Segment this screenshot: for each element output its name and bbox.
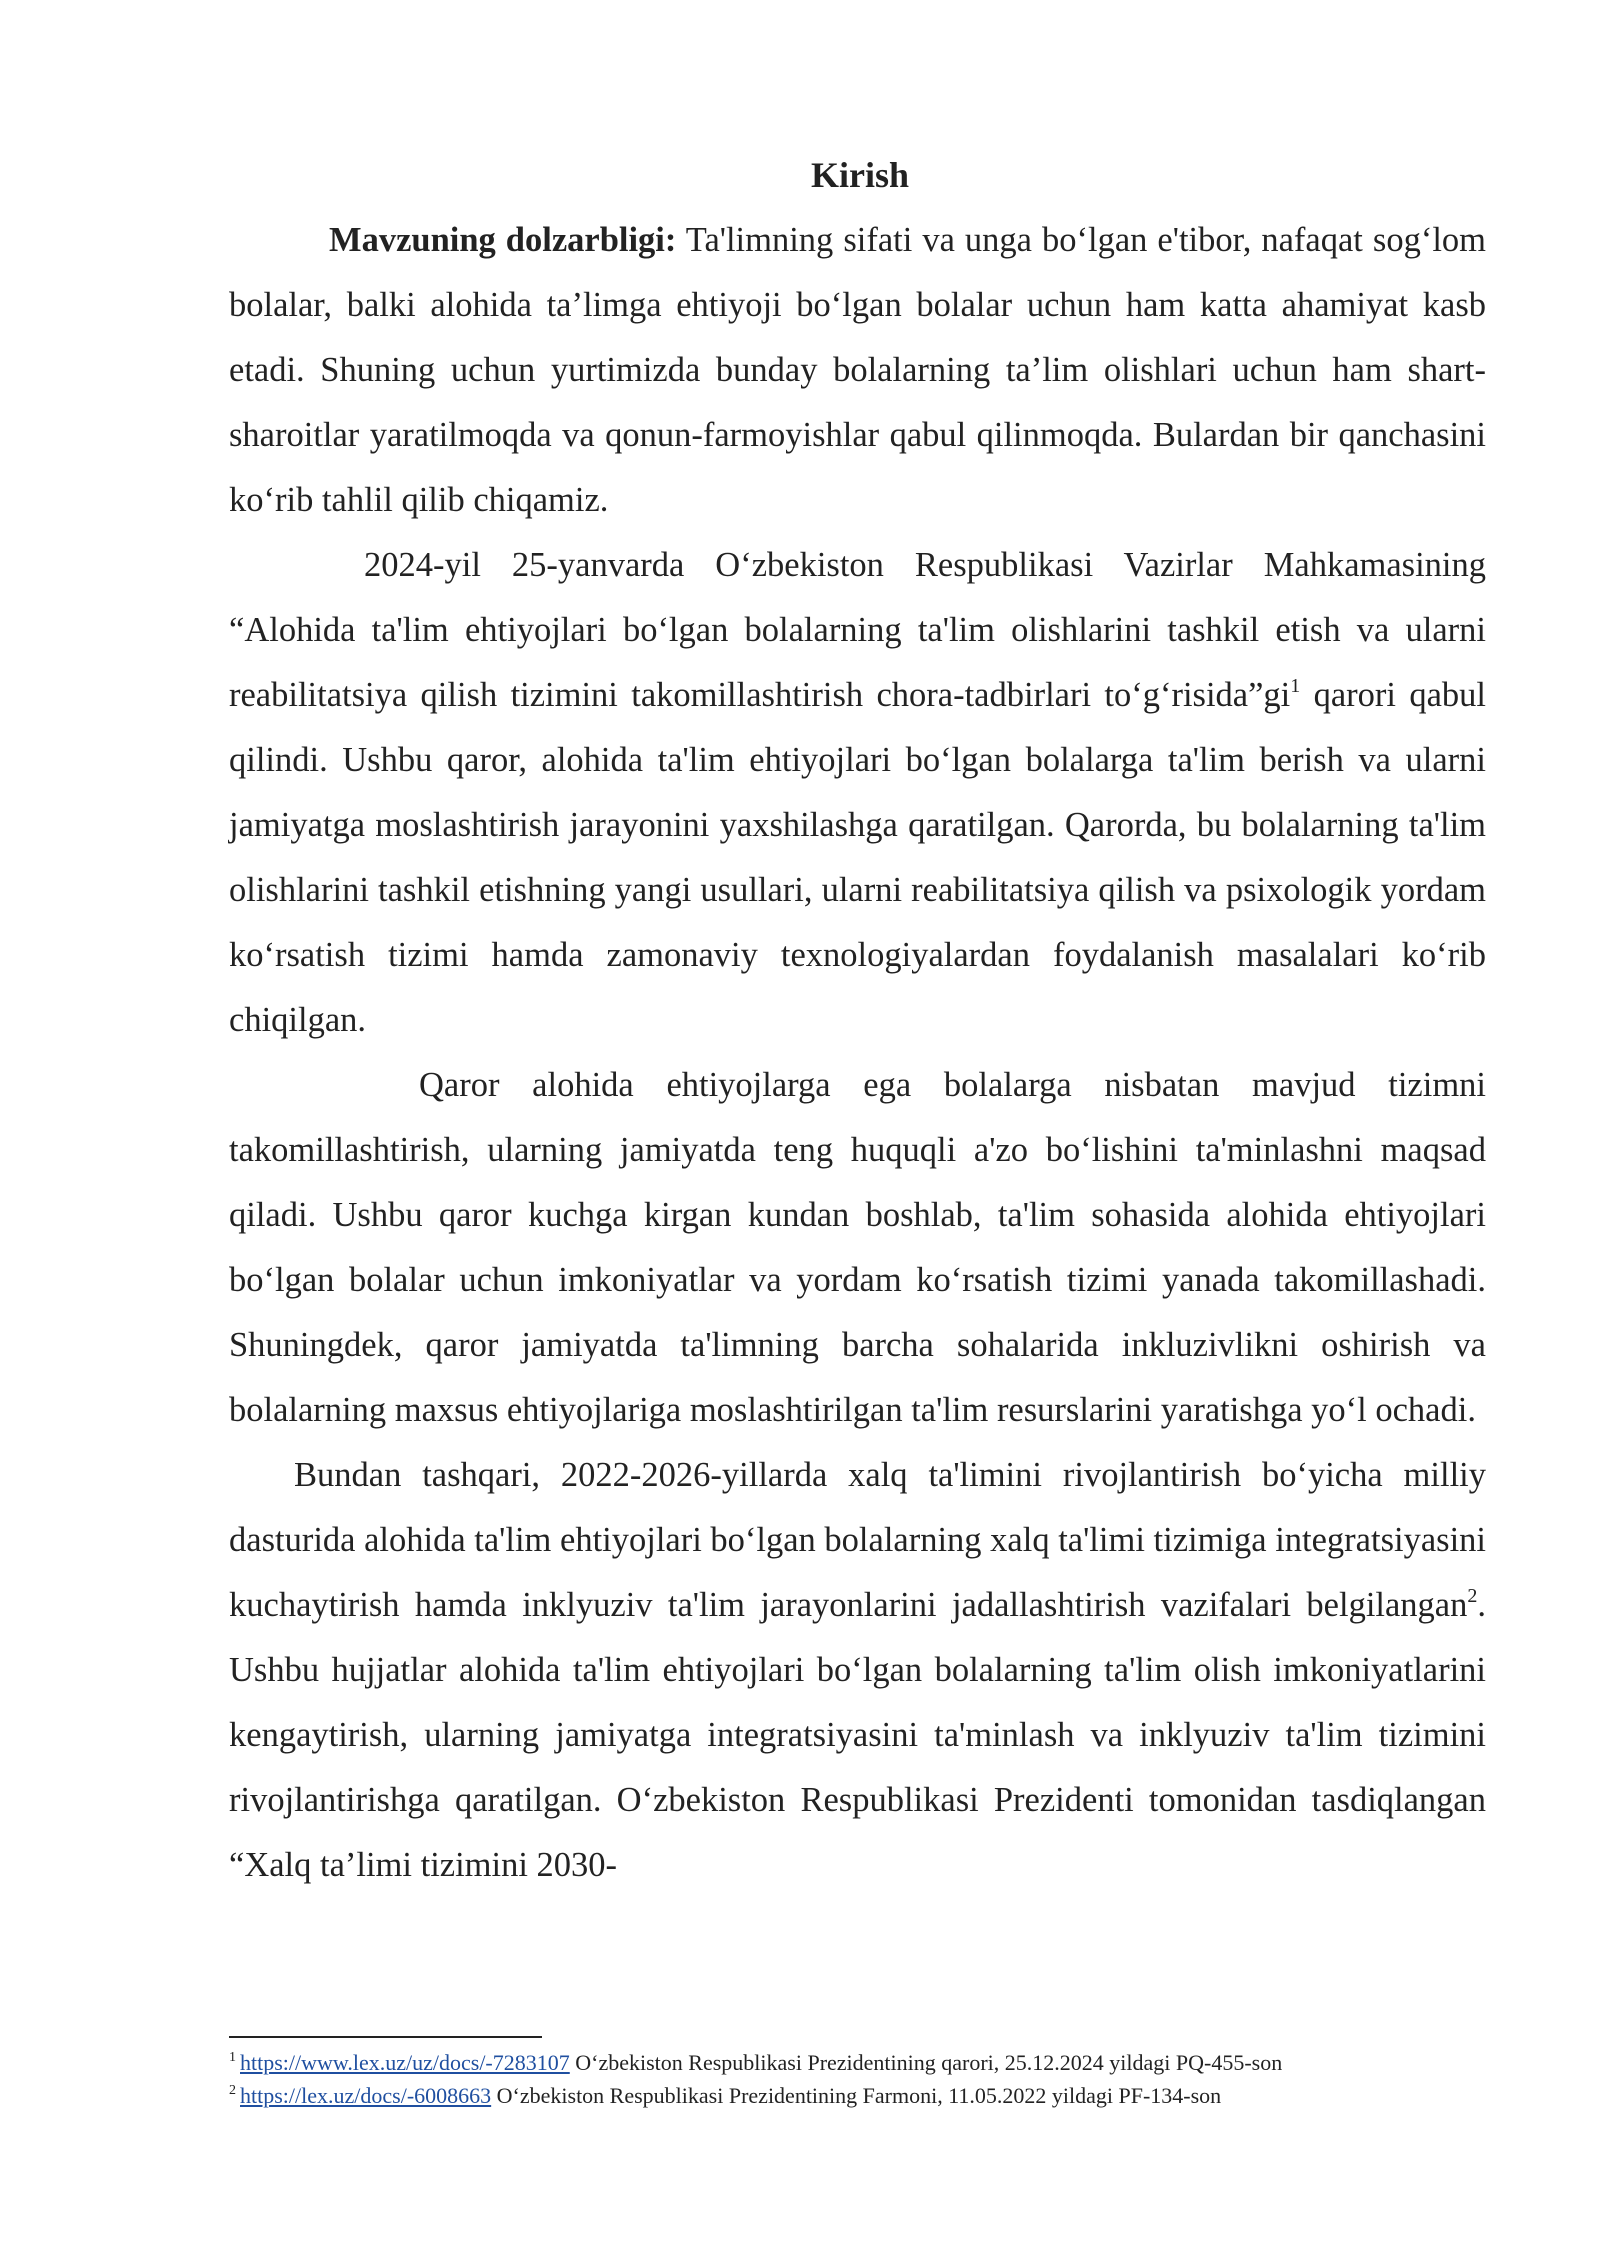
relevance-heading: Mavzuning dolzarbligi: [329, 221, 677, 259]
paragraph-text: Ta'limning sifati va unga bo‘lgan e'tibor, nafaqat sog‘lom bolalar, balki alohida ta’limga ehtiyoji bo‘lgan bolalar uchun ham katta ahamiyat kasb etadi. Shuning uchun yurtimizda bunday bolalarning ta’lim olishlari uchun ham shart-sharoitlar yaratilmoqda va qonun-farmoyishlar qabul qilinmoqda. Bulardan bir qanchasini ko‘rib tahlil qilib chiqamiz. [229, 221, 1486, 519]
paragraph-text: qarori qabul qilindi. Ushbu qaror, alohida ta'lim ehtiyojlari bo‘lgan bolalarga ta'lim berish va ularni jamiyatga moslashtirish jarayonini yaxshilashga qaratilgan. Qarorda, bu bolalarning ta'lim olishlarini tashkil etishning yangi usullari, ularni reabilitatsiya qilish va psixologik yordam ko‘rsatish tizimi hamda zamonaviy texnologiyalardan foydalanish masalalari ko‘rib chiqilgan. [229, 676, 1486, 1039]
footnotes [229, 2046, 1529, 2112]
footnote-number: 2 [229, 2083, 236, 2098]
footnote-2 [229, 2079, 1529, 2112]
paragraph-program [229, 1443, 1486, 1898]
footnote-number: 1 [229, 2050, 236, 2065]
paragraph-relevance [229, 208, 1486, 533]
footnote-text: O‘zbekiston Respublikasi Prezidentining qarori, 25.12.2024 yildagi PQ-455-son [569, 2050, 1283, 2075]
footnote-1 [229, 2046, 1529, 2079]
footnote-separator [229, 2036, 542, 2038]
paragraph-resolution [229, 533, 1486, 1053]
document-body [229, 208, 1486, 1898]
footnote-link[interactable]: https://www.lex.uz/uz/docs/-7283107 [240, 2050, 570, 2075]
paragraph-text: 2024-yil 25-yanvarda O‘zbekiston Respublikasi Vazirlar Mahkamasining “Alohida ta'lim ehtiyojlari bo‘lgan bolalarning ta'lim olishlarini tashkil etish va ularni reabilitatsiya qilish tizimini takomillashtirish chora-tadbirlari to‘g‘risida”gi [229, 546, 1486, 714]
paragraph-resolution-goal [229, 1053, 1486, 1443]
paragraph-text: . Ushbu hujjatlar alohida ta'lim ehtiyojlari bo‘lgan bolalarning ta'lim olish imkoniyatlarini kengaytirish, ularning jamiyatga integratsiyasini ta'minlash va inklyuziv ta'lim tizimini rivojlantirishga qaratilgan. O‘zbekiston Respublikasi Prezidenti tomonidan tasdiqlangan “Xalq ta’limi tizimini 2030- [229, 1586, 1486, 1884]
paragraph-text: Qaror alohida ehtiyojlarga ega bolalarga nisbatan mavjud tizimni takomillashtirish, ularning jamiyatda teng huquqli a'zo bo‘lishini ta'minlashni maqsad qiladi. Ushbu qaror kuchga kirgan kundan boshlab, ta'lim sohasida alohida ehtiyojlari bo‘lgan bolalar uchun imkoniyatlar va yordam ko‘rsatish tizimi yanada takomillashadi. Shuningdek, qaror jamiyatda ta'limning barcha sohalarida inkluzivlikni oshirish va bolalarning maxsus ehtiyojlariga moslashtirilgan ta'lim resurslarini yaratishga yo‘l ochadi. [229, 1066, 1486, 1429]
footnote-ref-1[interactable]: 1 [1290, 675, 1301, 697]
footnote-ref-2[interactable]: 2 [1467, 1585, 1478, 1607]
footnote-text: O‘zbekiston Respublikasi Prezidentining Farmoni, 11.05.2022 yildagi PF-134-son [491, 2083, 1222, 2108]
page-title: Kirish [810, 155, 909, 195]
footnote-link[interactable]: https://lex.uz/docs/-6008663 [240, 2083, 492, 2108]
paragraph-text: Bundan tashqari, 2022-2026-yillarda xalq ta'limini rivojlantirish bo‘yicha milliy dasturida alohida ta'lim ehtiyojlari bo‘lgan bolalarning xalq ta'limi tizimiga integratsiyasini kuchaytirish hamda inklyuziv ta'lim jarayonlarini jadallashtirish vazifalari belgilangan [229, 1456, 1486, 1624]
